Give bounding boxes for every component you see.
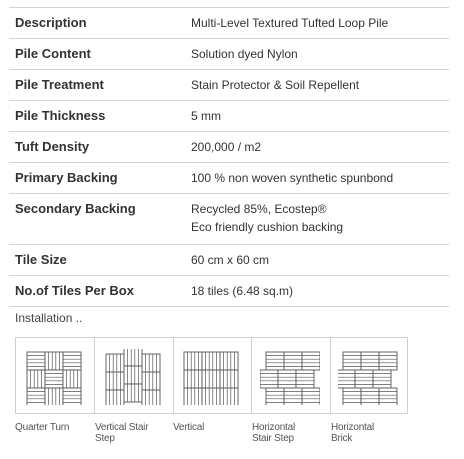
spec-label: Secondary Backing — [15, 201, 136, 216]
spec-value-line-2: Eco friendly cushion backing — [191, 220, 344, 234]
spec-value: 100 % non woven synthetic spunbond — [191, 171, 394, 185]
spec-value: Solution dyed Nylon — [191, 47, 298, 61]
spec-value-line-1: Recycled 85%, Ecostep® — [191, 202, 327, 216]
spec-row-tiles-per-box — [9, 276, 449, 307]
spec-value — [191, 200, 449, 244]
caption-line: Vertical Stair — [95, 422, 149, 433]
divider — [330, 338, 331, 413]
spec-table — [9, 7, 449, 307]
caption-line: Horizontal — [331, 422, 375, 433]
spec-value: 200,000 / m2 — [191, 140, 262, 154]
divider — [173, 338, 174, 413]
spec-value: 5 mm — [191, 109, 221, 123]
spec-value: 18 tiles (6.48 sq.m) — [191, 284, 294, 298]
caption-line: Step — [95, 433, 115, 444]
horizontal-brick-pattern-icon — [338, 349, 398, 405]
spec-label: No.of Tiles Per Box — [15, 283, 134, 298]
caption-line: Brick — [331, 433, 353, 444]
spec-row-pile-thickness — [9, 101, 449, 132]
pattern-caption-horizontal-stair-step — [252, 422, 295, 444]
spec-row-pile-treatment — [9, 70, 449, 101]
spec-value: Multi-Level Textured Tufted Loop Pile — [191, 16, 389, 30]
installation-patterns-panel — [15, 337, 408, 414]
divider — [251, 338, 252, 413]
pattern-caption-vertical-stair-step — [95, 422, 148, 444]
vertical-pattern-icon — [181, 349, 241, 405]
spec-row-primary-backing — [9, 163, 449, 194]
spec-row-secondary-backing — [9, 194, 449, 245]
vertical-stair-step-pattern-icon — [103, 349, 163, 405]
caption-line: Vertical — [173, 422, 205, 433]
installation-captions — [15, 422, 425, 456]
spec-label: Tile Size — [15, 252, 67, 267]
caption-line: Horizontal — [252, 422, 296, 433]
spec-label: Primary Backing — [15, 170, 118, 185]
spec-label: Description — [15, 15, 87, 30]
spec-row-tile-size — [9, 245, 449, 276]
spec-label: Tuft Density — [15, 139, 90, 154]
spec-row-description — [9, 8, 449, 39]
spec-value: 60 cm x 60 cm — [191, 253, 270, 267]
spec-value: Stain Protector & Soil Repellent — [191, 78, 360, 92]
caption-line: Stair Step — [252, 433, 294, 444]
horizontal-stair-step-pattern-icon — [260, 349, 320, 405]
divider — [94, 338, 95, 413]
spec-row-tuft-density — [9, 132, 449, 163]
caption-line: Quarter Turn — [15, 422, 70, 433]
pattern-caption-quarter-turn — [15, 422, 69, 433]
spec-row-pile-content — [9, 39, 449, 70]
pattern-caption-vertical — [173, 422, 204, 433]
spec-label: Pile Thickness — [15, 108, 106, 123]
quarter-turn-pattern-icon — [24, 349, 84, 405]
spec-label: Pile Content — [15, 46, 91, 61]
installation-title: Installation .. — [15, 311, 83, 325]
spec-label: Pile Treatment — [15, 77, 104, 92]
pattern-caption-horizontal-brick — [331, 422, 374, 444]
